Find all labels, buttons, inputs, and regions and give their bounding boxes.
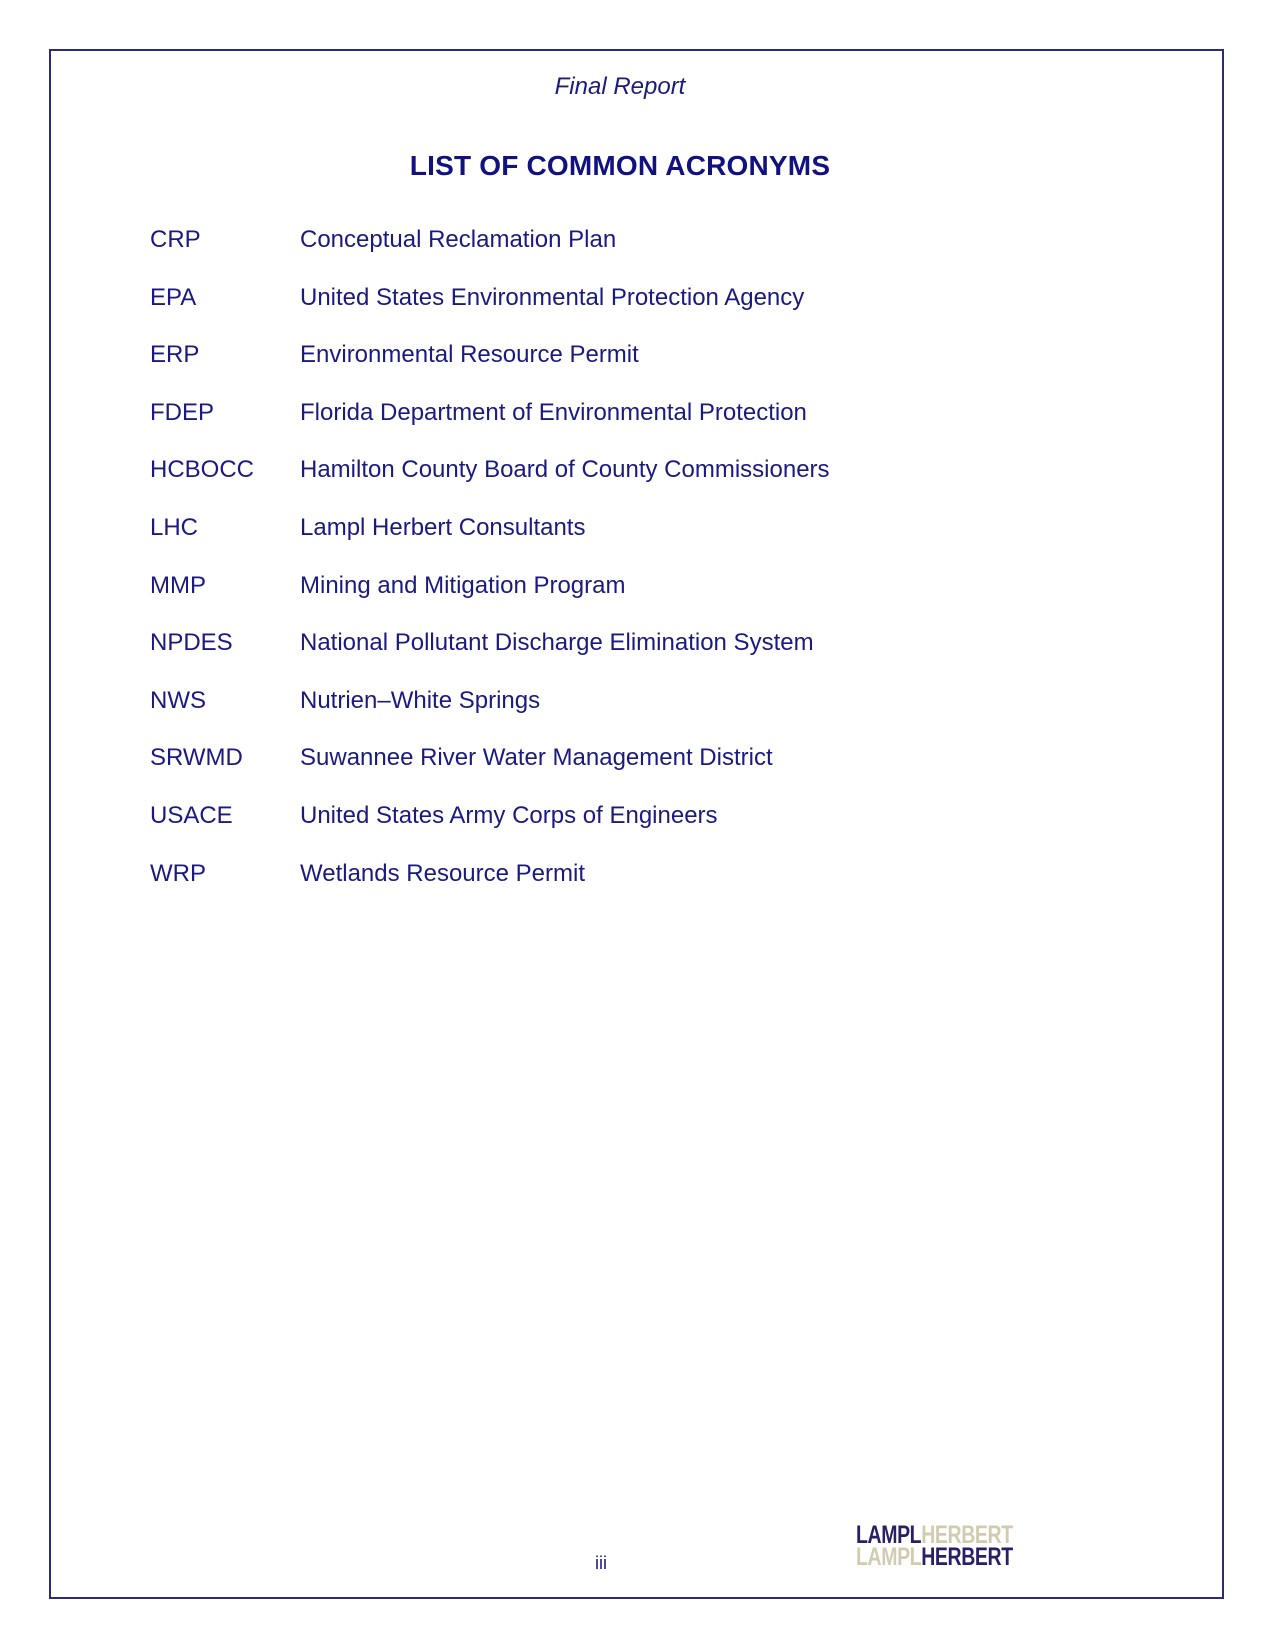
logo-line-bottom bbox=[856, 1543, 1013, 1571]
acronym-abbreviation: SRWMD bbox=[150, 744, 243, 772]
acronym-definition: Environmental Resource Permit bbox=[300, 341, 639, 369]
acronym-definition: United States Environmental Protection Agency bbox=[300, 283, 805, 311]
acronym-abbreviation: HCBOCC bbox=[150, 456, 255, 484]
lampl-herbert-logo bbox=[856, 1521, 1013, 1576]
acronym-definition: Nutrien–White Springs bbox=[300, 686, 541, 714]
logo-text-lampl: LAMPL bbox=[856, 1543, 922, 1571]
page-number: iii bbox=[595, 1553, 607, 1573]
acronym-abbreviation: WRP bbox=[150, 859, 206, 887]
acronym-list bbox=[150, 226, 1050, 917]
acronym-abbreviation: NWS bbox=[150, 686, 206, 714]
acronym-abbreviation: ERP bbox=[150, 341, 200, 369]
acronym-abbreviation: MMP bbox=[150, 571, 206, 599]
report-header-title: Final Report bbox=[554, 73, 686, 100]
logo-text-lampl: LAMPL bbox=[856, 1521, 922, 1549]
acronym-definition: Wetlands Resource Permit bbox=[300, 859, 585, 887]
list-item bbox=[150, 284, 1050, 342]
logo-text-herbert: HERBERT bbox=[921, 1543, 1013, 1571]
list-item bbox=[150, 399, 1050, 457]
list-item bbox=[150, 802, 1050, 860]
acronym-definition: United States Army Corps of Engineers bbox=[300, 801, 718, 829]
page-title: LIST OF COMMON ACRONYMS bbox=[409, 150, 831, 181]
acronym-abbreviation: CRP bbox=[150, 226, 201, 253]
acronym-abbreviation: EPA bbox=[150, 283, 197, 311]
acronym-definition: Florida Department of Environmental Protection bbox=[300, 398, 807, 426]
acronym-abbreviation: NPDES bbox=[150, 629, 233, 657]
list-item bbox=[150, 860, 1050, 918]
acronym-definition: Mining and Mitigation Program bbox=[300, 571, 626, 599]
acronym-abbreviation: FDEP bbox=[150, 398, 215, 426]
list-item bbox=[150, 629, 1050, 687]
list-item bbox=[150, 572, 1050, 630]
list-item bbox=[150, 341, 1050, 399]
acronym-definition: Lampl Herbert Consultants bbox=[300, 513, 586, 541]
list-item bbox=[150, 687, 1050, 745]
list-item bbox=[150, 226, 1050, 284]
acronym-definition: Hamilton County Board of County Commissioners bbox=[300, 456, 830, 484]
list-item bbox=[150, 744, 1050, 802]
acronym-definition: National Pollutant Discharge Elimination System bbox=[300, 629, 814, 657]
acronym-definition: Suwannee River Water Management District bbox=[300, 744, 773, 772]
acronym-abbreviation: USACE bbox=[150, 801, 233, 829]
acronym-abbreviation: LHC bbox=[150, 513, 199, 541]
list-item bbox=[150, 514, 1050, 572]
acronym-definition: Conceptual Reclamation Plan bbox=[300, 226, 617, 253]
list-item bbox=[150, 456, 1050, 514]
logo-text-herbert: HERBERT bbox=[921, 1521, 1013, 1549]
